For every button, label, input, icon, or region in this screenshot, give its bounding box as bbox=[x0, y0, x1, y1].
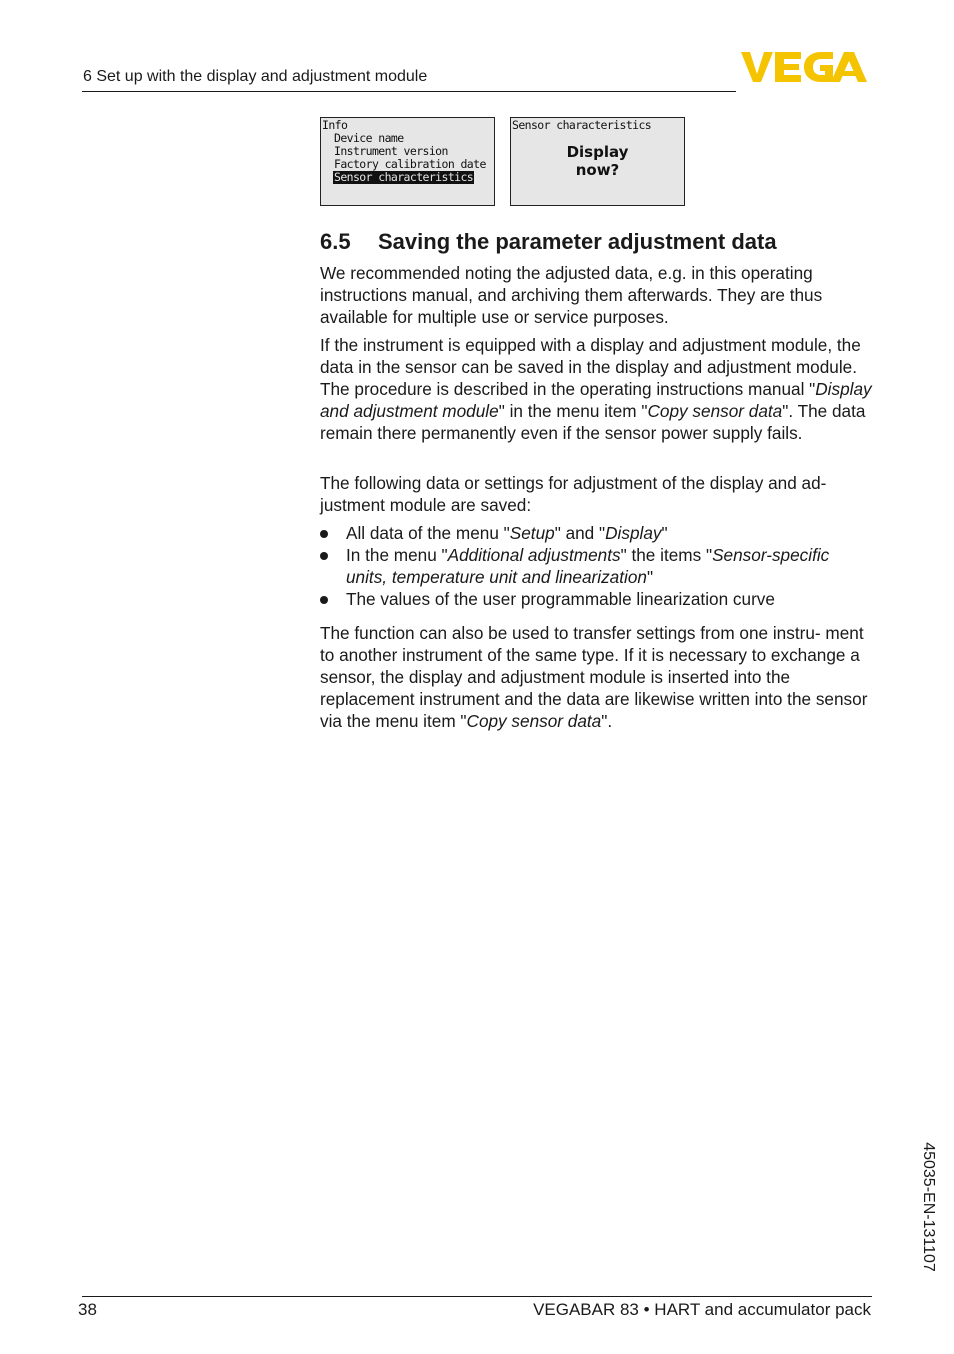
header-section-title: 6 Set up with the display and adjustment module bbox=[83, 68, 428, 85]
text-run: If the instrument is equipped with a display and adjustment module, the data in the sensor can be saved in the display and adjustment module. The procedure is described in the operating instructions manual " bbox=[320, 335, 861, 399]
document-id: 45035-EN-131107 bbox=[920, 1142, 937, 1272]
text-run: ". bbox=[601, 711, 613, 731]
vega-logo bbox=[741, 50, 873, 84]
footer-product-title: VEGABAR 83 • HART and accumulator pack bbox=[533, 1300, 871, 1319]
paragraph-display-module bbox=[320, 334, 872, 444]
info-menu-item: Factory calibration date bbox=[334, 157, 486, 171]
list-item bbox=[320, 522, 872, 544]
text-run: " and " bbox=[554, 523, 606, 543]
text-run: The function can also be used to transfer settings from one instru- ment to another instrument of the same type. If it is necessary to exchange a sensor, the display and adjustment module is inserted into the replacement instrument and the data are likewise written into the sensor via the menu item " bbox=[320, 623, 868, 731]
paragraph-recommendation: We recommended noting the adjusted data, e.g. in this operating instructions manual, and archiving them afterwards. They are thus available for multiple use or service purposes. bbox=[320, 263, 823, 327]
list-item bbox=[320, 544, 872, 588]
page-number: 38 bbox=[78, 1300, 97, 1319]
sensor-characteristics-screen bbox=[510, 117, 685, 206]
text-run-italic: Sensor-specific units, temperature unit and linearization bbox=[346, 545, 830, 587]
text-run: " the items " bbox=[620, 545, 713, 565]
text-run: All data of the menu " bbox=[346, 523, 510, 543]
header-rule bbox=[82, 91, 736, 92]
info-menu-item: Instrument version bbox=[334, 144, 448, 158]
saved-data-list bbox=[320, 522, 872, 610]
info-menu-screen bbox=[320, 117, 495, 206]
bullet-icon bbox=[320, 530, 328, 538]
info-menu-item: Device name bbox=[334, 131, 404, 145]
info-menu-title: Info bbox=[322, 118, 348, 132]
footer-rule bbox=[82, 1296, 872, 1297]
section-heading bbox=[320, 229, 777, 255]
text-run: The values of the user programmable linearization curve bbox=[346, 589, 775, 609]
info-menu-item-selected: Sensor characteristics bbox=[334, 170, 474, 184]
text-run-italic: Copy sensor data bbox=[647, 401, 783, 421]
text-run-italic: Display and adjustment module bbox=[320, 379, 872, 421]
bullet-icon bbox=[320, 596, 328, 604]
paragraph-transfer-settings bbox=[320, 622, 872, 732]
paragraph-saved-data-intro: The following data or settings for adjustment of the display and ad- justment module are saved: bbox=[320, 473, 827, 515]
list-item bbox=[320, 588, 872, 610]
section-title: Saving the parameter adjustment data bbox=[378, 229, 777, 254]
text-run: " bbox=[661, 523, 668, 543]
sensor-screen-title: Sensor characteristics bbox=[512, 118, 652, 132]
sensor-screen-question-line2: now? bbox=[575, 161, 620, 179]
bullet-icon bbox=[320, 552, 328, 560]
text-run: ". The data remain there permanently even if the sensor power supply fails. bbox=[320, 401, 866, 443]
text-run: " bbox=[646, 567, 654, 587]
text-run-italic: Display bbox=[605, 523, 662, 543]
section-number: 6.5 bbox=[320, 229, 351, 254]
text-run: In the menu " bbox=[346, 545, 448, 565]
text-run-italic: Setup bbox=[509, 523, 555, 543]
text-run-italic: Additional adjustments bbox=[447, 545, 621, 565]
sensor-screen-question-line1: Display bbox=[566, 143, 629, 161]
text-run: " in the menu item " bbox=[498, 401, 648, 421]
text-run-italic: Copy sensor data bbox=[466, 711, 602, 731]
